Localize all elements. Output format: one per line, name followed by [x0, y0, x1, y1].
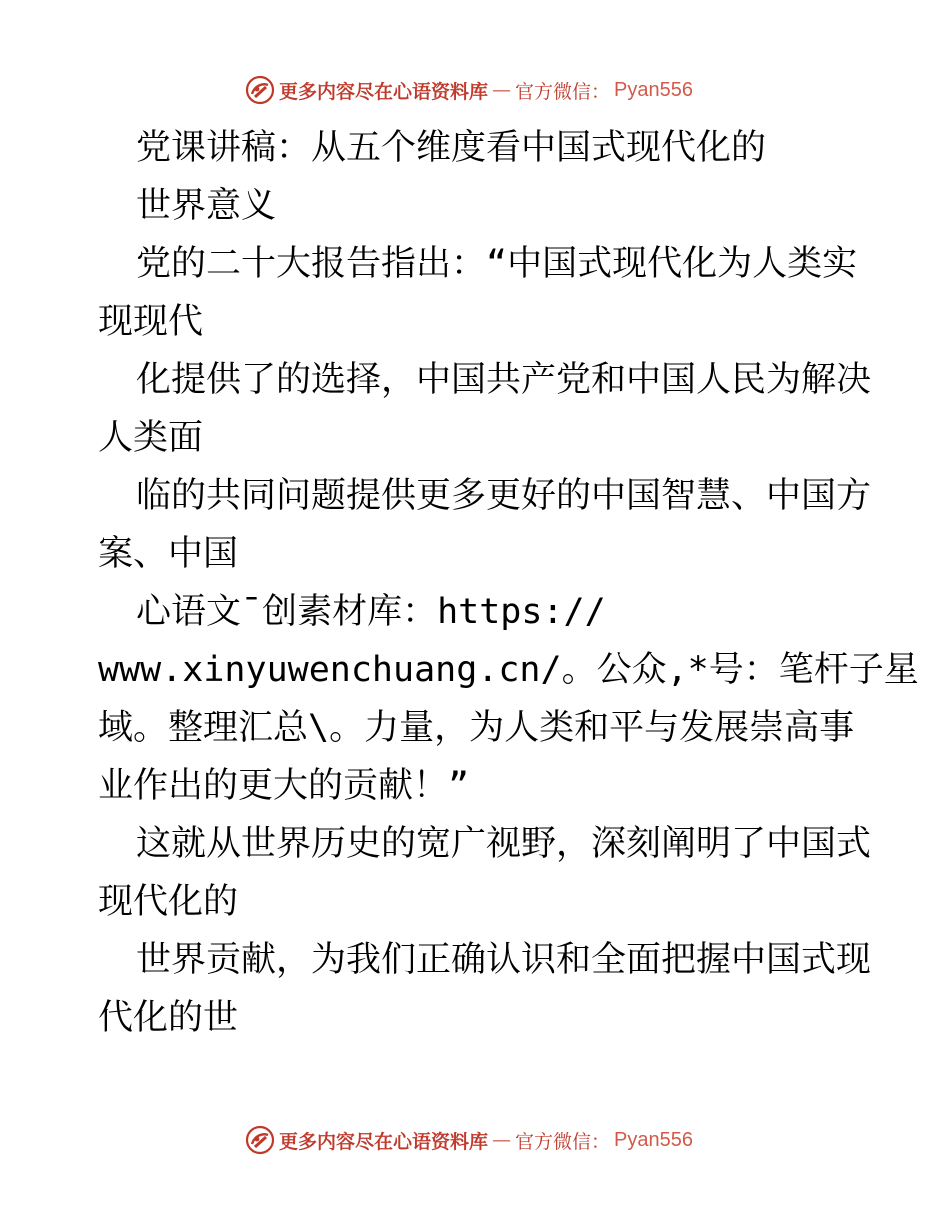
- text-line: 世界意义: [136, 186, 277, 226]
- brand-logo-icon: [245, 1125, 275, 1155]
- text-line: 业作出的更大的贡献！”: [98, 766, 470, 806]
- text-line: 案、中国: [98, 534, 239, 574]
- text-line: 代化的世: [98, 998, 239, 1038]
- banner-text: 更多内容尽在心语资料库: [279, 80, 489, 103]
- banner-dash: —: [492, 79, 512, 101]
- text-line: 域。整理汇总\。力量，为人类和平与发展崇高事: [98, 708, 855, 748]
- text-line: 人类面: [98, 418, 204, 458]
- text-line: 现代化的: [98, 882, 239, 922]
- text-line: 临的共同问题提供更多更好的中国智慧、中国方: [136, 476, 872, 516]
- banner-handle: Pyan556: [614, 78, 693, 101]
- text-line: 心语文¯创素材库：https://: [136, 592, 606, 632]
- banner-handle: Pyan556: [614, 1128, 693, 1151]
- text-line: 党的二十大报告指出：“中国式现代化为人类实: [136, 244, 858, 284]
- banner-text: 更多内容尽在心语资料库: [279, 1130, 489, 1153]
- text-line: 世界贡献，为我们正确认识和全面把握中国式现: [136, 940, 872, 980]
- brand-logo-icon: [245, 75, 275, 105]
- text-line: 这就从世界历史的宽广视野，深刻阐明了中国式: [136, 824, 872, 864]
- text-line: www.xinyuwenchuang.cn/。公众,*号：笔杆子星: [98, 650, 919, 690]
- text-line: 化提供了的选择，中国共产党和中国人民为解决: [136, 360, 872, 400]
- text-line: 党课讲稿：从五个维度看中国式现代化的: [136, 128, 767, 168]
- footer-banner: [0, 1120, 950, 1160]
- banner-wechat-label: 官方微信：: [515, 80, 611, 103]
- header-banner: [0, 70, 950, 110]
- text-line: 现现代: [98, 302, 204, 342]
- banner-wechat-label: 官方微信：: [515, 1130, 611, 1153]
- banner-dash: —: [492, 1129, 512, 1151]
